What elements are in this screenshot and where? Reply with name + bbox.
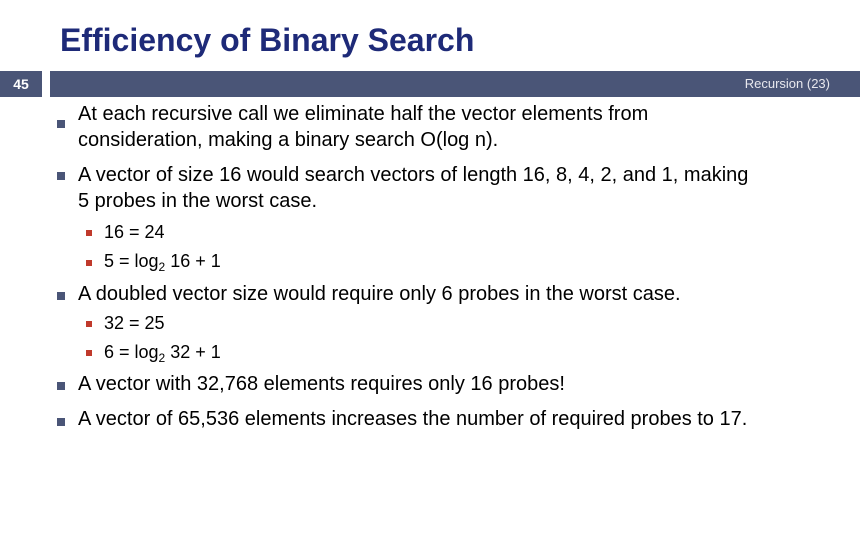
bullet-1 bbox=[78, 101, 648, 153]
slide-number: 45 bbox=[0, 71, 42, 97]
sub-bullet-marker bbox=[86, 350, 92, 356]
bullet-2-line-1: A vector of size 16 would search vectors of length 16, 8, 4, 2, and 1, making bbox=[78, 164, 749, 186]
formula-text: 5 = log bbox=[104, 251, 159, 271]
sub-bullet-3-2 bbox=[104, 340, 221, 364]
bullet-marker bbox=[57, 292, 65, 300]
sub-bullet-marker bbox=[86, 260, 92, 266]
sub-bullet-3-1: 32 = 25 bbox=[104, 313, 165, 333]
bullet-marker bbox=[57, 172, 65, 180]
sub-bullet-marker bbox=[86, 230, 92, 236]
bullet-marker bbox=[57, 418, 65, 426]
bullet-marker bbox=[57, 120, 65, 128]
sub-bullet-2-1: 16 = 24 bbox=[104, 222, 165, 242]
formula-subscript: 2 bbox=[158, 260, 166, 274]
bullet-5: A vector of 65,536 elements increases the number of required probes to 17. bbox=[78, 408, 748, 430]
bullet-marker bbox=[57, 382, 65, 390]
bullet-4: A vector with 32,768 elements requires only 16 probes! bbox=[78, 373, 565, 395]
bullet-2 bbox=[78, 162, 748, 214]
formula-text: 6 = log bbox=[104, 342, 159, 362]
section-label: Recursion (23) bbox=[744, 76, 830, 91]
slide-title: Efficiency of Binary Search bbox=[60, 22, 475, 58]
bullet-1-line-2: consideration, making a binary search O(log n). bbox=[78, 129, 499, 151]
formula-text: 32 + 1 bbox=[165, 342, 221, 362]
sub-bullet-marker bbox=[86, 321, 92, 327]
bullet-1-line-1: At each recursive call we eliminate half the vector elements from bbox=[78, 103, 649, 125]
header-bar bbox=[50, 71, 860, 97]
bullet-3: A doubled vector size would require only 6 probes in the worst case. bbox=[78, 283, 681, 305]
bullet-2-line-2: 5 probes in the worst case. bbox=[78, 190, 318, 212]
formula-text: 16 + 1 bbox=[165, 251, 221, 271]
formula-subscript: 2 bbox=[158, 351, 166, 365]
sub-bullet-2-2 bbox=[104, 249, 221, 273]
